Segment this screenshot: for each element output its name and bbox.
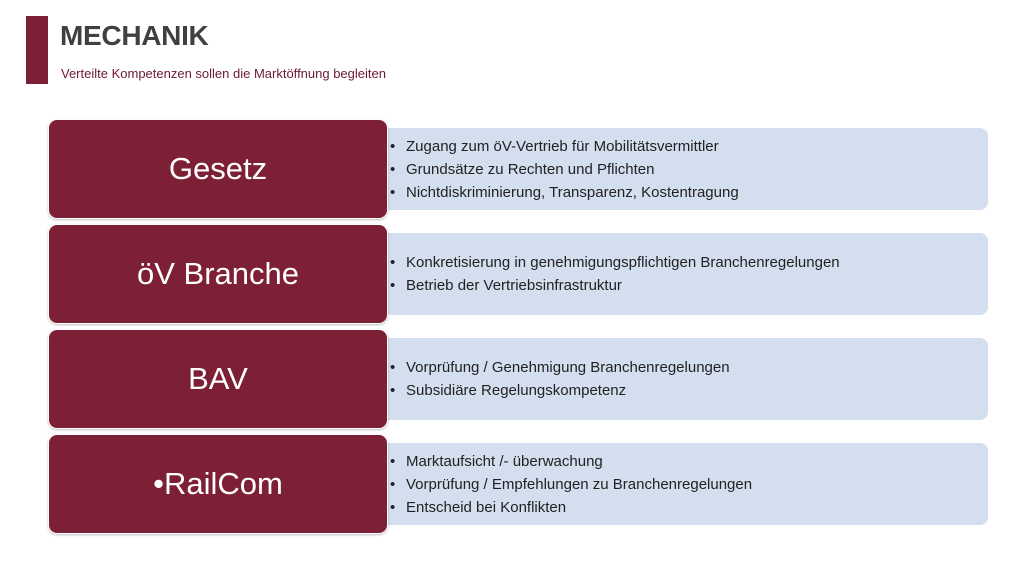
row-bullet-list	[388, 443, 978, 525]
bullet-item: • Entscheid bei Konflikten	[388, 496, 978, 519]
diagram-row	[48, 224, 988, 324]
row-label-box: Gesetz	[48, 119, 388, 219]
page-subtitle: Verteilte Kompetenzen sollen die Marktöffnung begleiten	[61, 66, 386, 81]
bullet-item: • Zugang zum öV-Vertrieb für Mobilitätsvermittler	[388, 135, 978, 158]
diagram-row	[48, 329, 988, 429]
row-bullet-list	[388, 338, 978, 420]
row-label-box: öV Branche	[48, 224, 388, 324]
row-label-box: •RailCom	[48, 434, 388, 534]
diagram-row	[48, 434, 988, 534]
row-bullet-list	[388, 233, 978, 315]
bullet-item: • Nichtdiskriminierung, Transparenz, Kostentragung	[388, 181, 978, 204]
bullet-item: • Vorprüfung / Empfehlungen zu Branchenregelungen	[388, 473, 978, 496]
diagram-row	[48, 119, 988, 219]
bullet-item: • Grundsätze zu Rechten und Pflichten	[388, 158, 978, 181]
row-label-box: BAV	[48, 329, 388, 429]
row-bullet-list	[388, 128, 978, 210]
bullet-item: • Konkretisierung in genehmigungspflichtigen Branchenregelungen	[388, 251, 978, 274]
bullet-item: • Marktaufsicht /- überwachung	[388, 450, 978, 473]
page-title: MECHANIK	[60, 20, 209, 51]
bullet-item: • Subsidiäre Regelungskompetenz	[388, 379, 978, 402]
bullet-item: • Betrieb der Vertriebsinfrastruktur	[388, 274, 978, 297]
bullet-item: • Vorprüfung / Genehmigung Branchenregelungen	[388, 356, 978, 379]
